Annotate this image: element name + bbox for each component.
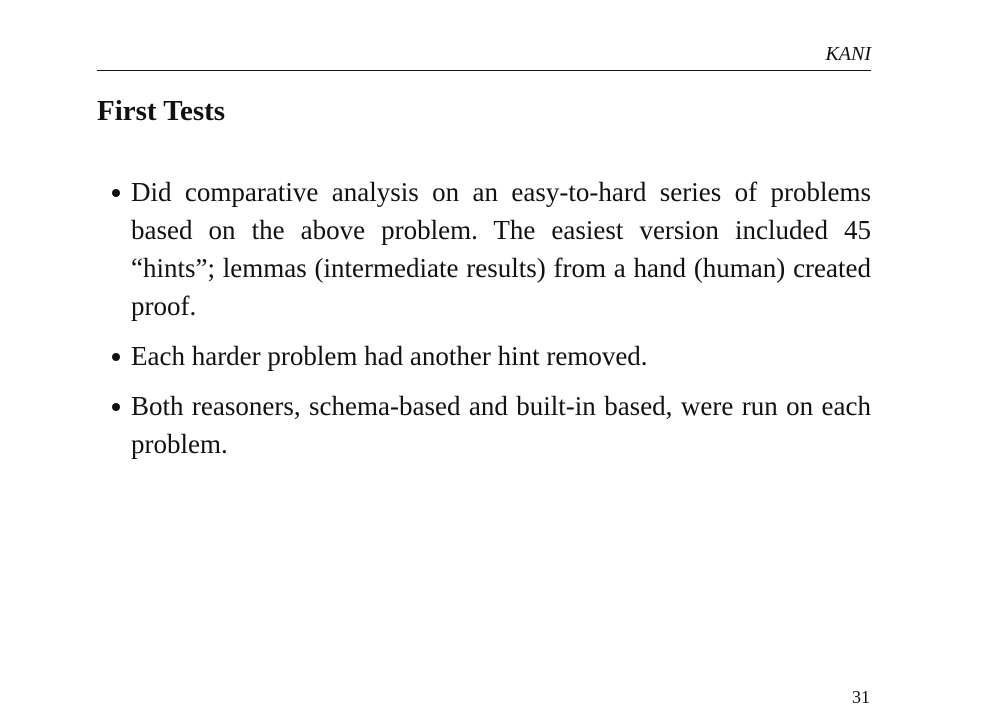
bullet-item xyxy=(97,173,871,325)
bullet-item xyxy=(97,337,871,375)
running-header: KANI xyxy=(825,43,871,65)
bullet-text: Did comparative analysis on an easy-to-hard series of problems based on the above problem. The easiest version included 45 “hints”; lemmas (intermediate results) from a hand (human) created proof. xyxy=(131,177,871,321)
bullet-dot-icon xyxy=(112,403,120,411)
bullet-dot-icon xyxy=(112,353,120,361)
bullet-item xyxy=(97,387,871,463)
page-number: 31 xyxy=(852,687,870,707)
bullet-text: Each harder problem had another hint removed. xyxy=(131,341,648,371)
header-divider xyxy=(97,70,871,71)
bullet-text: Both reasoners, schema-based and built-in based, were run on each problem. xyxy=(131,391,871,459)
slide-title: First Tests xyxy=(97,95,226,127)
bullet-dot-icon xyxy=(112,189,120,197)
bullet-list xyxy=(97,173,871,475)
